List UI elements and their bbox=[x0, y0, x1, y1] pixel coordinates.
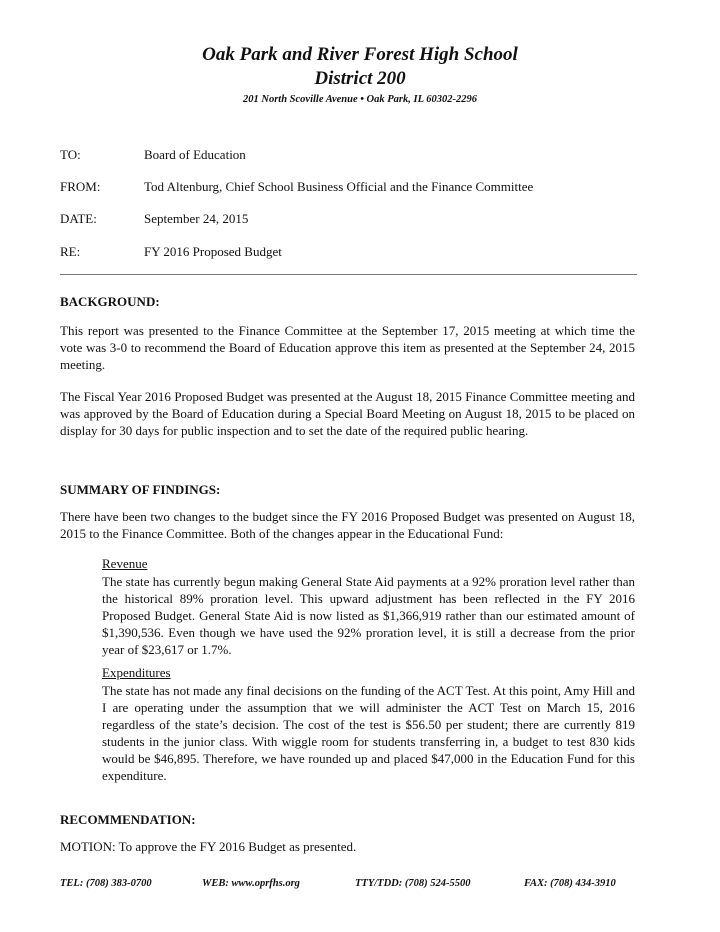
from-label: FROM: bbox=[60, 179, 101, 194]
school-name: Oak Park and River Forest High School bbox=[202, 44, 518, 65]
from-value: Tod Altenburg, Chief School Business Official and the Finance Committee bbox=[144, 179, 534, 194]
recommendation-heading: RECOMMENDATION: bbox=[60, 812, 196, 827]
school-address: 201 North Scoville Avenue • Oak Park, IL 60302-2296 bbox=[243, 94, 477, 105]
revenue-heading: Revenue bbox=[102, 556, 148, 571]
motion-text: MOTION: To approve the FY 2016 Budget as presented. bbox=[60, 839, 357, 854]
background-heading: BACKGROUND: bbox=[60, 294, 160, 309]
footer-web: WEB: www.oprfhs.org bbox=[202, 878, 300, 889]
district-name: District 200 bbox=[314, 68, 406, 89]
footer-fax: FAX: (708) 434-3910 bbox=[524, 878, 616, 889]
background-paragraph-2: The Fiscal Year 2016 Proposed Budget was presented at the August 18, 2015 Finance Committee meeting and was approved by the Board of Education during a Special Board Meeting on August 18, 2015 to be placed on display for 30 days for public inspection and to set the date of the required public hearing. bbox=[60, 389, 635, 438]
re-value: FY 2016 Proposed Budget bbox=[144, 244, 282, 259]
footer-tel: TEL: (708) 383-0700 bbox=[60, 878, 152, 889]
expenditures-heading: Expenditures bbox=[102, 665, 171, 680]
header-divider bbox=[60, 274, 637, 275]
to-label: TO: bbox=[60, 147, 81, 162]
summary-intro: There have been two changes to the budget since the FY 2016 Proposed Budget was presented on August 18, 2015 to the Finance Committee. Both of the changes appear in the Educational Fund: bbox=[60, 509, 635, 541]
date-value: September 24, 2015 bbox=[144, 211, 249, 226]
date-label: DATE: bbox=[60, 211, 97, 226]
expenditures-paragraph: The state has not made any final decisions on the funding of the ACT Test. At this point, Amy Hill and I are operating under the assumption that we will administer the ACT Test on March 15, 2016 regardless of the state’s decision. The cost of the test is $56.50 per student; there are currently 819 students in the junior class. With wiggle room for students transferring in, a budget to test 830 kids would be $46,895. Therefore, we have rounded up and placed $47,000 in the Education Fund for this expenditure. bbox=[102, 683, 635, 783]
to-value: Board of Education bbox=[144, 147, 246, 162]
background-paragraph-1: This report was presented to the Finance Committee at the September 17, 2015 meeting at which time the vote was 3-0 to recommend the Board of Education approve this item as presented at the September 24, 2015 meeting. bbox=[60, 323, 635, 372]
summary-heading: SUMMARY OF FINDINGS: bbox=[60, 482, 221, 497]
footer-tty: TTY/TDD: (708) 524-5500 bbox=[355, 878, 471, 889]
revenue-paragraph: The state has currently begun making General State Aid payments at a 92% proration level rather than the historical 89% proration level. This upward adjustment has been reflected in the FY 2016 Proposed Budget. General State Aid is now listed as $1,366,919 rather than our estimated amount of $1,390,536. Even though we have used the 92% proration level, it is still a decrease from the prior year of $23,617 or 1.7%. bbox=[102, 574, 635, 657]
re-label: RE: bbox=[60, 244, 81, 259]
